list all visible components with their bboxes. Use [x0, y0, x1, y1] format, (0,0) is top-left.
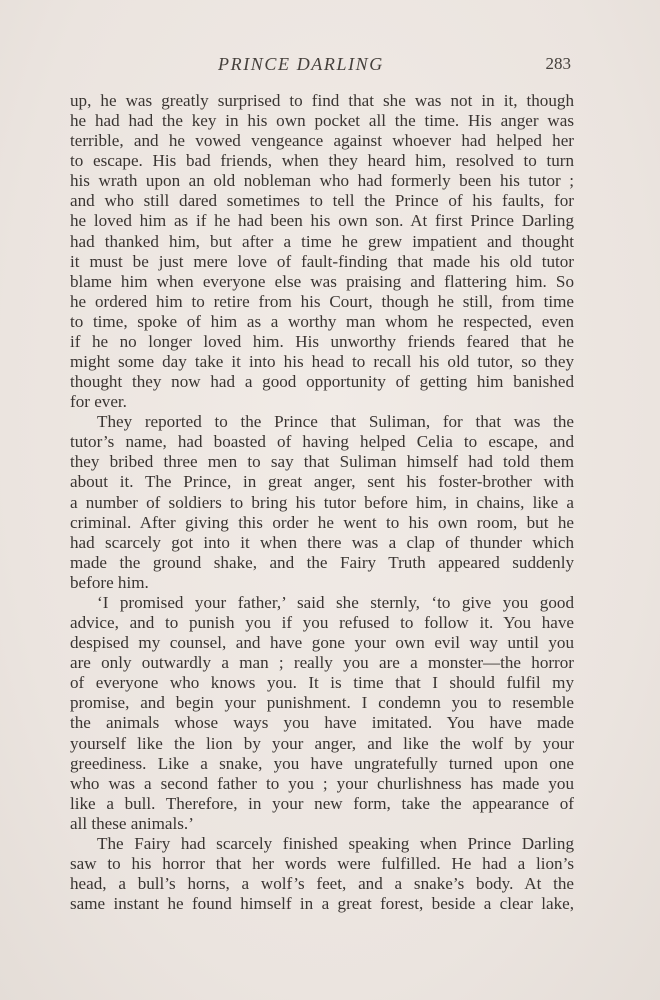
text-line: all these animals.’	[70, 813, 194, 833]
text-line: same instant he found himself in a great forest, beside a clear lake,	[70, 894, 574, 914]
text-line: a number of soldiers to bring his tutor before him, in chains, like a	[70, 492, 574, 512]
running-head	[70, 54, 575, 78]
text-line: yourself like the lion by your anger, and like the wolf by your	[70, 733, 574, 753]
text-line: are only outwardly a man ; really you are a monster—the horror	[70, 653, 574, 673]
text-line: like a bull. Therefore, in your new form, take the appearance of	[70, 793, 574, 813]
text-line: terrible, and he vowed vengeance against whoever had helped her	[70, 131, 574, 151]
text-line: had thanked him, but after a time he grew impatient and thought	[70, 231, 574, 251]
text-line: thought they now had a good opportunity of getting him banished	[70, 372, 574, 392]
text-line: advice, and to punish you if you refused to follow it. You have	[70, 613, 574, 633]
text-line: he had had the key in his own pocket all the time. His anger was	[70, 111, 574, 131]
text-line: The Fairy had scarcely finished speaking when Prince Darling	[97, 833, 574, 853]
text-line: he loved him as if he had been his own son. At first Prince Darling	[70, 211, 574, 231]
text-line: criminal. After giving this order he went to his own room, but he	[70, 512, 574, 532]
text-line: who was a second father to you ; your churlishness has made you	[70, 773, 574, 793]
text-line: if he no longer loved him. His unworthy friends feared that he	[70, 331, 574, 351]
text-line: he ordered him to retire from his Court, though he still, from time	[70, 291, 574, 311]
text-line: to time, spoke of him as a worthy man whom he respected, even	[70, 311, 574, 331]
text-line: had scarcely got into it when there was a clap of thunder which	[70, 532, 574, 552]
text-line: despised my counsel, and have gone your own evil way until you	[70, 633, 574, 653]
text-line: saw to his horror that her words were fulfilled. He had a lion’s	[70, 853, 574, 873]
text-line: about it. The Prince, in great anger, sent his foster-brother with	[70, 472, 574, 492]
text-line: tutor’s name, had boasted of having helped Celia to escape, and	[70, 432, 574, 452]
text-line: greediness. Like a snake, you have ungratefully turned upon one	[70, 753, 574, 773]
paragraph	[70, 412, 574, 593]
text-line: head, a bull’s horns, a wolf’s feet, and a snake’s body. At the	[70, 874, 574, 894]
paragraph	[70, 91, 574, 412]
text-line: of everyone who knows you. It is time that I should fulfil my	[70, 673, 574, 693]
text-line: for ever.	[70, 392, 127, 412]
text-line: it must be just mere love of fault-finding that made his old tutor	[70, 251, 574, 271]
text-line: they bribed three men to say that Suliman himself had told them	[70, 452, 574, 472]
page-number: 283	[545, 54, 571, 73]
text-line: and who still dared sometimes to tell the Prince of his faults, for	[70, 191, 574, 211]
text-line: promise, and begin your punishment. I condemn you to resemble	[70, 693, 574, 713]
text-line: to escape. His bad friends, when they heard him, resolved to turn	[70, 151, 574, 171]
text-line: blame him when everyone else was praising and flattering him. So	[70, 271, 574, 291]
text-line: They reported to the Prince that Suliman, for that was the	[97, 412, 574, 432]
text-line: the animals whose ways you have imitated. You have made	[70, 713, 574, 733]
text-line: ‘I promised your father,’ said she sternly, ‘to give you good	[97, 592, 574, 612]
paragraph	[70, 834, 574, 914]
running-title: PRINCE DARLING	[218, 54, 384, 74]
text-line: made the ground shake, and the Fairy Truth appeared suddenly	[70, 552, 574, 572]
body-text	[70, 91, 574, 914]
paragraph	[70, 593, 574, 834]
text-line: up, he was greatly surprised to find that she was not in it, though	[70, 91, 574, 110]
text-line: before him.	[70, 572, 149, 592]
text-line: might some day take it into his head to recall his old tutor, so they	[70, 352, 574, 372]
text-line: his wrath upon an old nobleman who had formerly been his tutor ;	[70, 171, 574, 191]
